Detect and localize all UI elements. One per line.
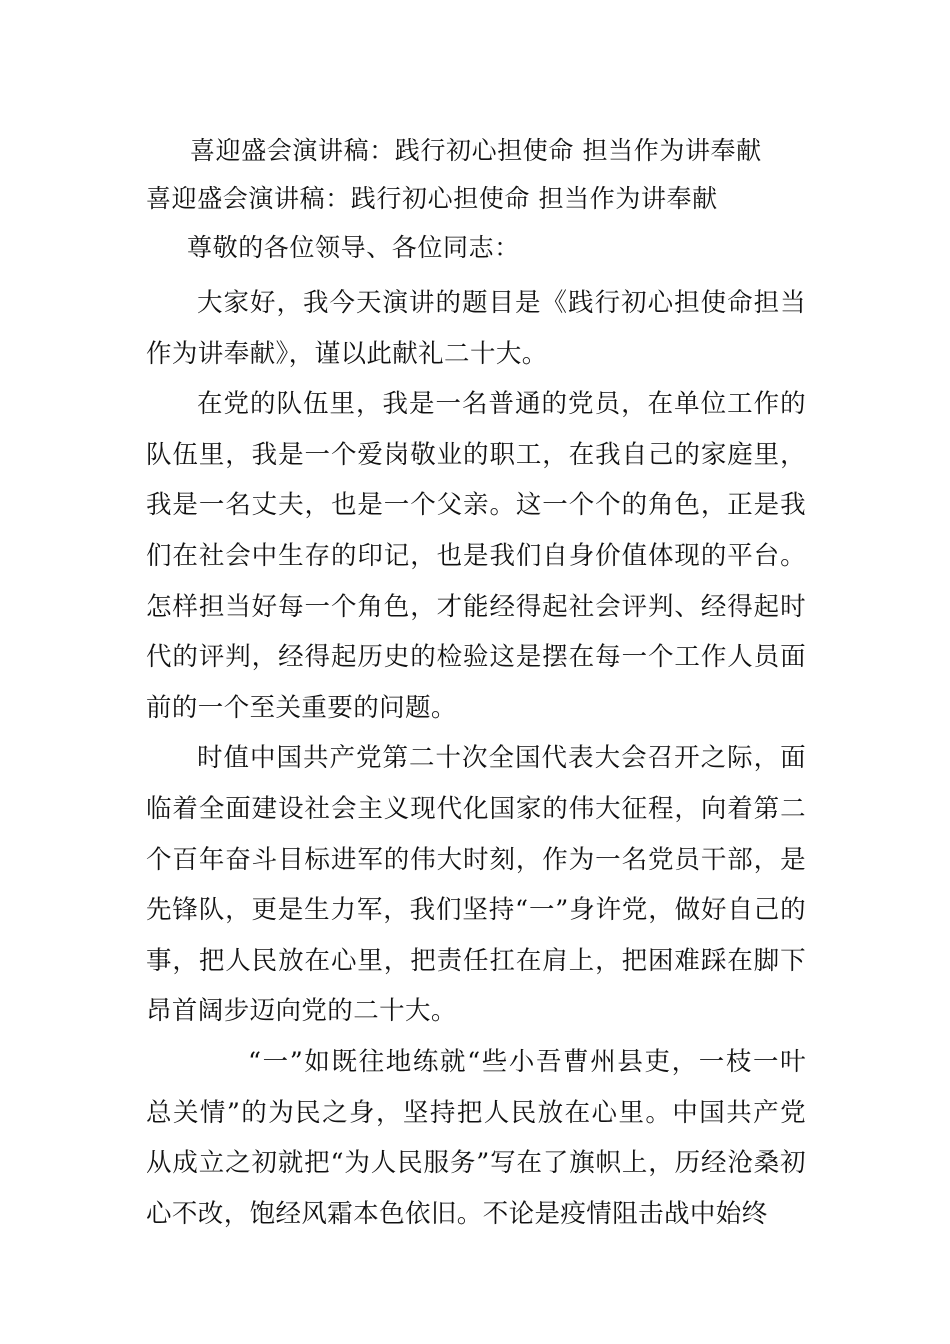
paragraph-congress: 时值中国共产党第二十次全国代表大会召开之际，面临着全面建设社会主义现代化国家的伟大征程，向着第二个百年奋斗目标进军的伟大时刻，作为一名党员干部，是先锋队，更是生力军，我们坚持“一”身许党，做好自己的事，把人民放在心里，把责任扛在肩上，把困难踩在脚下昂首阔步迈向党的二十大。 xyxy=(146,743,806,1027)
document-body xyxy=(146,278,806,1239)
document-title-line-1: 喜迎盛会演讲稿：践行初心担使命 担当作为讲奉献 xyxy=(190,136,762,165)
paragraph-people: “一”如既往地练就“些小吾曹州县吏，一枝一叶总关情”的为民之身，坚持把人民放在心里。中国共产党从成立之初就把“为人民服务”写在了旗帜上，历经沧桑初心不改，饱经风霜本色依旧。不论是疫情阻击战中始终 xyxy=(146,1046,806,1229)
paragraph-roles: 在党的队伍里，我是一名普通的党员，在单位工作的队伍里，我是一个爱岗敬业的职工，在我自己的家庭里，我是一名丈夫，也是一个父亲。这一个个的角色，正是我们在社会中生存的印记，也是我们自身价值体现的平台。怎样担当好每一个角色，才能经得起社会评判、经得起时代的评判，经得起历史的检验这是摆在每一个工作人员面前的一个至关重要的问题。 xyxy=(146,389,806,723)
salutation: 尊敬的各位领导、各位同志： xyxy=(187,233,520,262)
document-title-line-2: 喜迎盛会演讲稿：践行初心担使命 担当作为讲奉献 xyxy=(146,184,718,213)
paragraph-intro: 大家好，我今天演讲的题目是《践行初心担使命担当作为讲奉献》，谨以此献礼二十大。 xyxy=(146,288,806,369)
